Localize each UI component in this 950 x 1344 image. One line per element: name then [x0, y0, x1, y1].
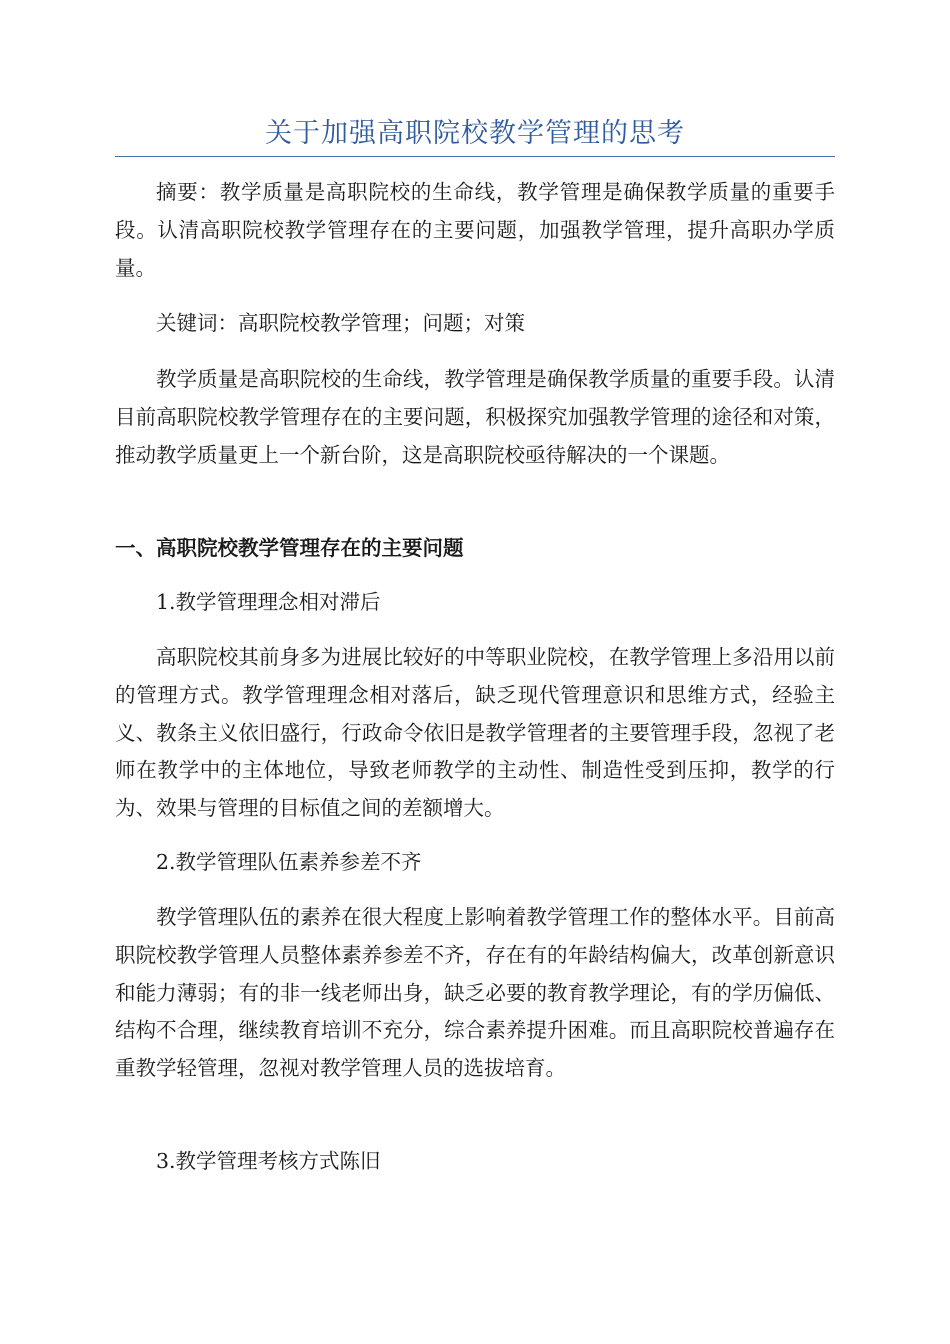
section-heading-1: 一、高职院校教学管理存在的主要问题 [115, 536, 464, 560]
subheading-1: 1.教学管理理念相对滞后 [156, 590, 381, 614]
title-block [115, 112, 835, 157]
subheading-3: 3.教学管理考核方式陈旧 [156, 1149, 381, 1173]
document-title: 关于加强高职院校教学管理的思考 [265, 118, 685, 149]
sub2-paragraph: 教学管理队伍的素养在很大程度上影响着教学管理工作的整体水平。目前高职院校教学管理人员整体素养参差不齐，存在有的年龄结构偏大，改革创新意识和能力薄弱；有的非一线老师出身，缺乏必要的教育教学理论，有的学历偏低、结构不合理，继续教育培训不充分，综合素养提升困难。而且高职院校普遍存在重教学轻管理，忽视对教学管理人员的选拔培育。 [115, 905, 835, 1081]
subheading-2: 2.教学管理队伍素养参差不齐 [156, 850, 422, 874]
abstract-paragraph: 摘要：教学质量是高职院校的生命线，教学管理是确保教学质量的重要手段。认清高职院校教学管理存在的主要问题，加强教学管理，提升高职办学质量。 [115, 180, 835, 280]
sub1-paragraph: 高职院校其前身多为进展比较好的中等职业院校，在教学管理上多沿用以前的管理方式。教学管理理念相对落后，缺乏现代管理意识和思维方式，经验主义、教条主义依旧盛行，行政命令依旧是教学管理者的主要管理手段，忽视了老师在教学中的主体地位，导致老师教学的主动性、制造性受到压抑，教学的行为、效果与管理的目标值之间的差额增大。 [115, 645, 835, 821]
keywords-paragraph: 关键词：高职院校教学管理；问题；对策 [156, 311, 525, 335]
intro-paragraph: 教学质量是高职院校的生命线，教学管理是确保教学质量的重要手段。认清目前高职院校教学管理存在的主要问题，积极探究加强教学管理的途径和对策，推动教学质量更上一个新台阶，这是高职院校亟待解决的一个课题。 [115, 367, 835, 467]
